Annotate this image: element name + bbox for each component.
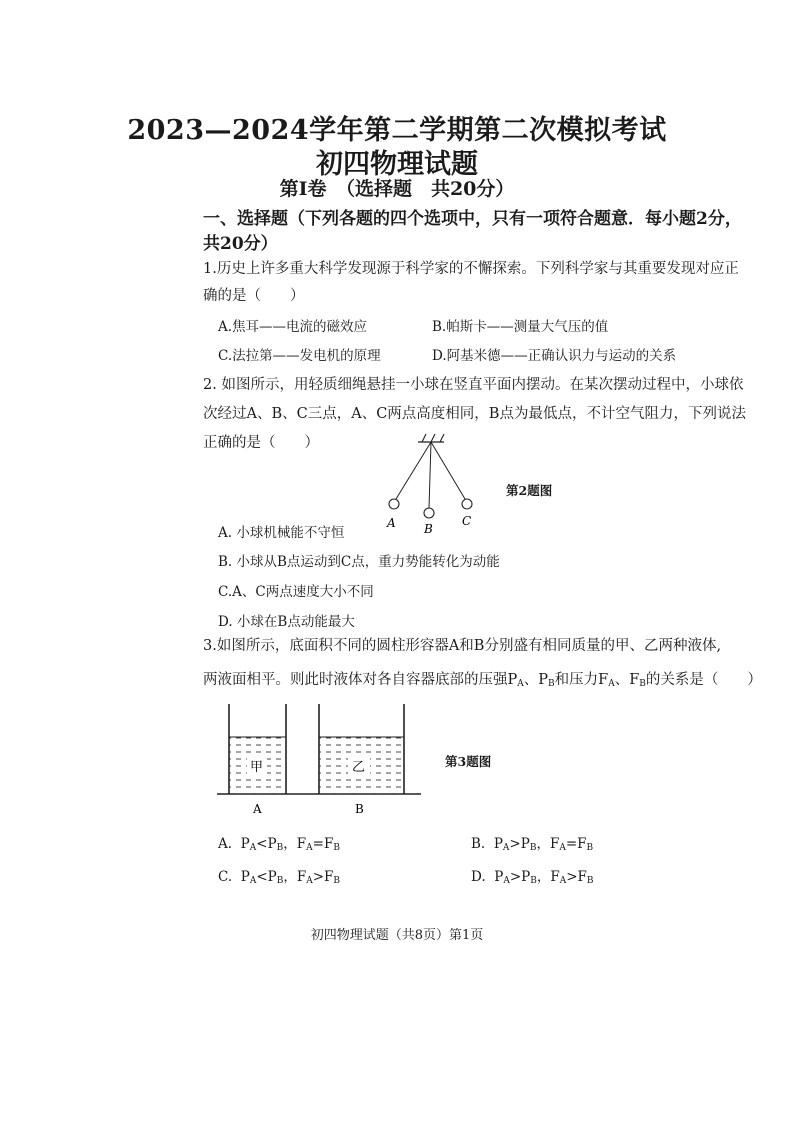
q2-figure-caption: 第2题图	[506, 483, 553, 498]
q1-stem: 1.历史上许多重大科学发现源于科学家的不懈探索。下列科学家与其重要发现对应正	[203, 261, 739, 277]
ball-a	[389, 499, 399, 509]
q3-option-d: D. $P_A>P_B$，$F_A>F_B$	[471, 869, 594, 886]
q3-option-c: C. $P_A<P_B$，$F_A>F_B$	[218, 869, 341, 886]
q3-option-b: B. $P_A>P_B$，$F_A=F_B$	[471, 836, 594, 853]
string-a	[396, 442, 431, 499]
section-heading: 一、选择题（下列各题的四个选项中，只有一项符合题意．每小题2分，	[203, 209, 742, 229]
ceiling-hatch	[422, 434, 426, 442]
q2-option-a: A. 小球机械能不守恒	[218, 525, 345, 541]
q3-stem-cont: 两液面相平。则此时液体对各自容器底部的压强$P_A$、$P_B$和压力$F_A$、$F_B$的关系是（ ）	[203, 672, 762, 689]
q2-stem-cont: 次经过A、B、C三点，A、C两点高度相同，B点为最低点，不计空气阻力，下列说法	[203, 406, 746, 422]
q3-stem: 3.如图所示，底面积不同的圆柱形容器A和B分别盛有相同质量的甲、乙两种液体,	[203, 638, 722, 654]
page-footer: 初四物理试题（共8页）第1页	[310, 928, 484, 943]
containers-figure	[215, 700, 425, 818]
q2-stem-cont2: 正确的是（ ）	[203, 435, 319, 451]
point-label-c: C	[462, 514, 472, 528]
liquid-label-yi: 乙	[352, 760, 366, 775]
ball-c	[462, 499, 472, 509]
q2-stem: 2. 如图所示，用轻质细绳悬挂一小球在竖直平面内摆动。在某次摆动过程中，小球依	[203, 377, 744, 393]
q3-figure-caption: 第3题图	[445, 754, 492, 769]
q1-option-a: A.焦耳——电流的磁效应	[218, 319, 368, 335]
liquid-label-jia: 甲	[250, 760, 264, 775]
section-heading-cont: 共20分）	[203, 234, 278, 254]
exam-title: 2023—2024学年第二学期第二次模拟考试	[127, 115, 667, 146]
ceiling-hatch	[431, 434, 435, 442]
container-label-b: B	[355, 802, 364, 816]
volume-label: 第I卷 （选择题 共20分）	[279, 178, 515, 200]
string-b	[429, 442, 431, 508]
string-c	[431, 442, 465, 499]
q2-option-c: C.A、C两点速度大小不同	[218, 584, 374, 600]
container-label-a: A	[253, 802, 262, 816]
point-label-a: A	[387, 516, 396, 530]
q3-option-a: A. $P_A<P_B$，$F_A=F_B$	[218, 836, 340, 853]
q1-stem-cont: 确的是（ ）	[203, 288, 305, 304]
point-label-b: B	[424, 522, 433, 535]
exam-subject-title: 初四物理试题	[316, 149, 478, 180]
q1-option-b: B.帕斯卡——测量大气压的值	[432, 319, 609, 335]
pendulum-figure	[380, 430, 490, 535]
ceiling-hatch	[440, 434, 444, 442]
q1-option-c: C.法拉第——发电机的原理	[218, 348, 381, 364]
q2-option-b: B. 小球从B点运动到C点，重力势能转化为动能	[218, 554, 500, 570]
q2-option-d: D. 小球在B点动能最大	[218, 614, 355, 630]
ball-b	[424, 508, 434, 518]
q1-option-d: D.阿基米德——正确认识力与运动的关系	[432, 348, 677, 364]
